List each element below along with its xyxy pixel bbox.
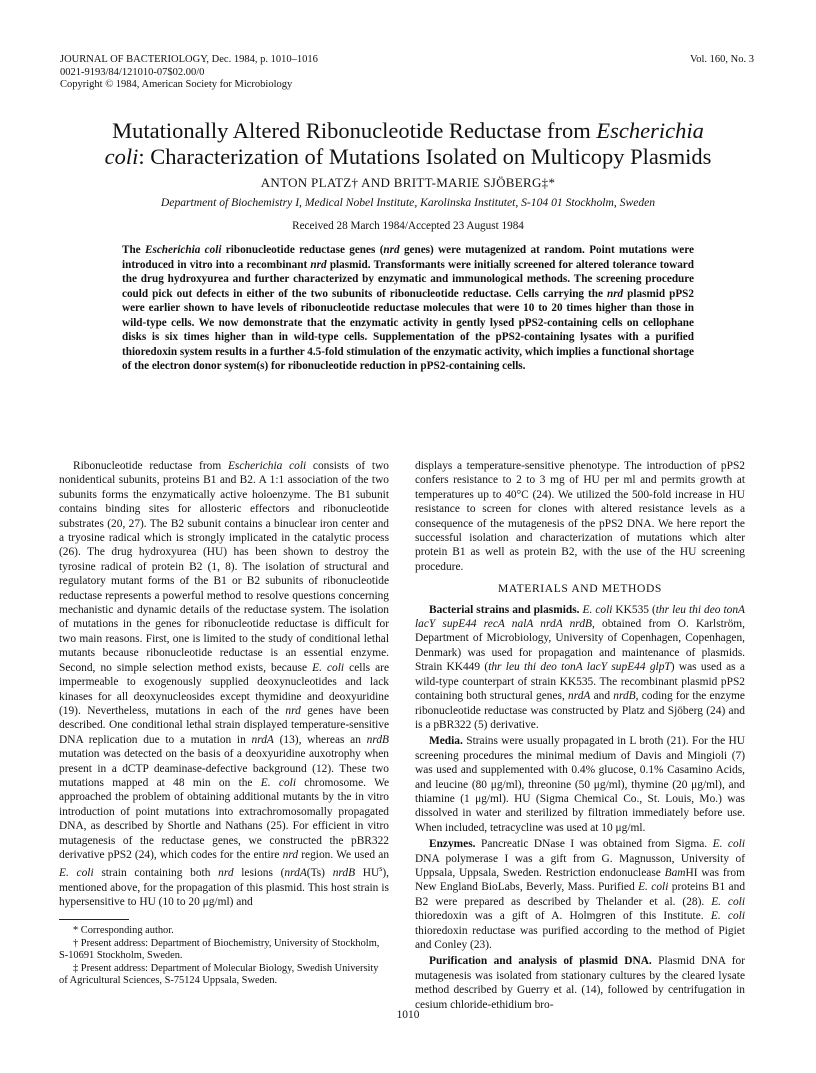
intro-paragraph: Ribonucleotide reductase from Escherichia coli consists of two nonidentical subunits, proteins B1 and B2. A 1:1 association of the two subunits forms the enzymatically active holoenzyme. The B1 subunit contains binding sites for allosteric effectors and ribonucleotide substrates (20, 27). The B2 subunit contains a binuclear iron center and a tryosine radical which is strongly implicated in the catalytic process (26). The drug hydroxyurea (HU) has been shown to destroy the tyrosine radical of protein B2 (1, 8). The isolation of structural and regulatory mutant forms of the B1 or B2 subunits of ribonucleotide reductase represents a powerful method to resolve questions concerning mechanistic and dynamic details of the reductase system. The isolation of mutations in the genes for ribonucleotide reductase is difficult for two main reasons. First, one is limited to the study of conditional lethal mutants because ribonucleotide reductase is an essential enzyme. Second, no simple selection method exists, because E. coli cells are impermeable to exogenously supplied deoxynucleotides and lack kinases for all deoxynucleosides except thymidine and deoxyuridine (19). Nevertheless, mutations in each of the nrd genes have been described. One conditional lethal strain displayed temperature-sensitive DNA replication due to a mutation in nrdA (13), whereas an nrdB mutation was detected on the basis of a deoxyuridine auxotrophy when present in a dCTP deaminase-defective background (12). These two mutations mapped at 48 min on the E. coli chromosome. We approached the problem of obtaining additional mutants by the in vitro introduction of point mutations into extrachromosomally propagated DNA, as described by Shortle and Nathans (25). For efficient in vitro mutagenesis of the reductase genes, we constructed the pBR322 derivative pPS2 (24), which codes for the entire nrd region. We used an E. coli strain containing both nrd lesions (nrdA(Ts) nrdB $HU^s$), mentioned above, for the propagation of this plasmid. This host strain is hypersensitive to HU (10 to 20 μg/ml) and xyxy=(59,460,390,908)
page-number: 1010 xyxy=(396,1009,420,1021)
footnote-sjoberg: ‡ Present address: Department of Molecular Biology, Swedish University of Agricultural Sciences, S-75124 Uppsala, Sweden. xyxy=(59,962,379,987)
paragraph-bacterial-strains: Bacterial strains and plasmids. E. coli KK535 (thr leu thi deo tonA lacY supE44 recA nalA nrdA nrdB, obtained from O. Karlström, Department of Microbiology, University of Copenhagen, Copenhagen, Denmark) was used for propagation and maintenance of plasmids. Strain KK449 (thr leu thi deo tonA lacY supE44 glpT) was used as a wild-type counterpart of strain KK535. The recombinant plasmid pPS2 containing both structural genes, nrdA and nrdB, coding for the enzyme ribonucleotide reductase was constructed by Platz and Sjöberg (24) and is a pBR322 (5) derivative. xyxy=(415,603,745,731)
footnote-corresponding: * Corresponding author. xyxy=(73,925,174,936)
journal-citation: JOURNAL OF BACTERIOLOGY, Dec. 1984, p. 1010–1016 xyxy=(60,54,318,65)
received-dates: Received 28 March 1984/Accepted 23 August 1984 xyxy=(292,220,524,232)
footnote-platz: † Present address: Department of Biochemistry, University of Stockholm, S-10691 Stockholm, Sweden. xyxy=(59,937,380,962)
abstract: The Escherichia coli ribonucleotide reductase genes (nrd genes) were mutagenized at random. Point mutations were introduced in vitro into a recombinant nrd plasmid. Transformants were initially screened for altered tolerance toward the drug hydroxyurea and further characterized by enzymatic and immunological methods. The screening procedure could pick out defects in either of the two subunits of ribonucleotide reductase. Cells carrying the nrd plasmid pPS2 were earlier shown to have levels of ribonucleotide reductase molecules that were 10 to 20 times higher than those in wild-type cells. We now demonstrate that the enzymatic activity in gently lysed pPS2-containing cells on cellophane disks is six times higher than in wild-type cells. Supplementation of the pPS2-containing lysates with a purified thioredoxin system results in a further 4.5-fold stimulation of the enzymatic activity, which implies a functional shortage of the electron donor system(s) for ribonucleotide reduction in pPS2-containing cells. xyxy=(122,244,694,372)
footnotes xyxy=(59,925,389,988)
left-column xyxy=(59,459,389,909)
affiliation: Department of Biochemistry I, Medical Nobel Institute, Karolinska Institutet, S-104 01 Stockholm, Sweden xyxy=(160,196,656,209)
journal-header xyxy=(60,54,318,92)
footnote-rule xyxy=(59,919,129,920)
article-code: 0021-9193/84/121010-07$02.00/0 xyxy=(60,66,205,78)
paragraph-enzymes: Enzymes. Pancreatic DNase I was obtained from Sigma. E. coli DNA polymerase I was a gift from G. Magnusson, University of Uppsala, Uppsala, Sweden. Restriction endonuclease BamHI was from New England BioLabs, Beverly, Mass. Purified E. coli proteins B1 and B2 were prepared as described by Thelander et al. (28). E. coli thioredoxin was a gift of A. Holmgren of this Institute. E. coli thioredoxin reductase was purified according to the method of Pigiet and Conley (23). xyxy=(415,838,746,951)
paragraph-plasmid-purification: Purification and analysis of plasmid DNA. Plasmid DNA for mutagenesis was isolated from stationary cultures by the cleared lysate method described by Guerry et al. (14), followed by centrifugation in cesium chloride-ethidium bro- xyxy=(415,955,745,1011)
article-title: Mutationally Altered Ribonucleotide Reductase from Escherichia coli: Characterization of Mutations Isolated on Multicopy Plasmids xyxy=(104,118,712,169)
intro-continuation: displays a temperature-sensitive phenotype. The introduction of pPS2 confers resistance to 2 to 3 mg of HU per ml and permits growth at temperatures up to 40°C (24). We utilized the 500-fold increase in HU resistance to screen for clones with altered resistance levels as a consequence of the mutagenesis of the pPS2 DNA. We here report the successful isolation and characterization of mutations which alter protein B1 as well as protein B2, with the use of the HU screening procedure. xyxy=(415,460,745,573)
copyright-line: Copyright © 1984, American Society for Microbiology xyxy=(60,79,293,90)
paragraph-media: Media. Strains were usually propagated in L broth (21). For the HU screening procedures the minimal medium of Davis and Mingioli (7) was used and supplemented with 0.4% glucose, 0.1% Casamino Acids, and leucine (80 μg/ml), threonine (50 μg/ml), thymine (20 μg/ml), and thiamine (1 μg/ml). HU (Sigma Chemical Co., St. Louis, Mo.) was dissolved in water and sterilized by filtration immediately before use. When included, tetracycline was used at 10 μg/ml. xyxy=(415,735,745,834)
authors: ANTON PLATZ† AND BRITT-MARIE SJÖBERG‡* xyxy=(260,175,556,190)
section-heading-methods: MATERIALS AND METHODS xyxy=(498,582,662,596)
volume-number: Vol. 160, No. 3 xyxy=(690,54,754,65)
right-column xyxy=(415,459,745,1012)
